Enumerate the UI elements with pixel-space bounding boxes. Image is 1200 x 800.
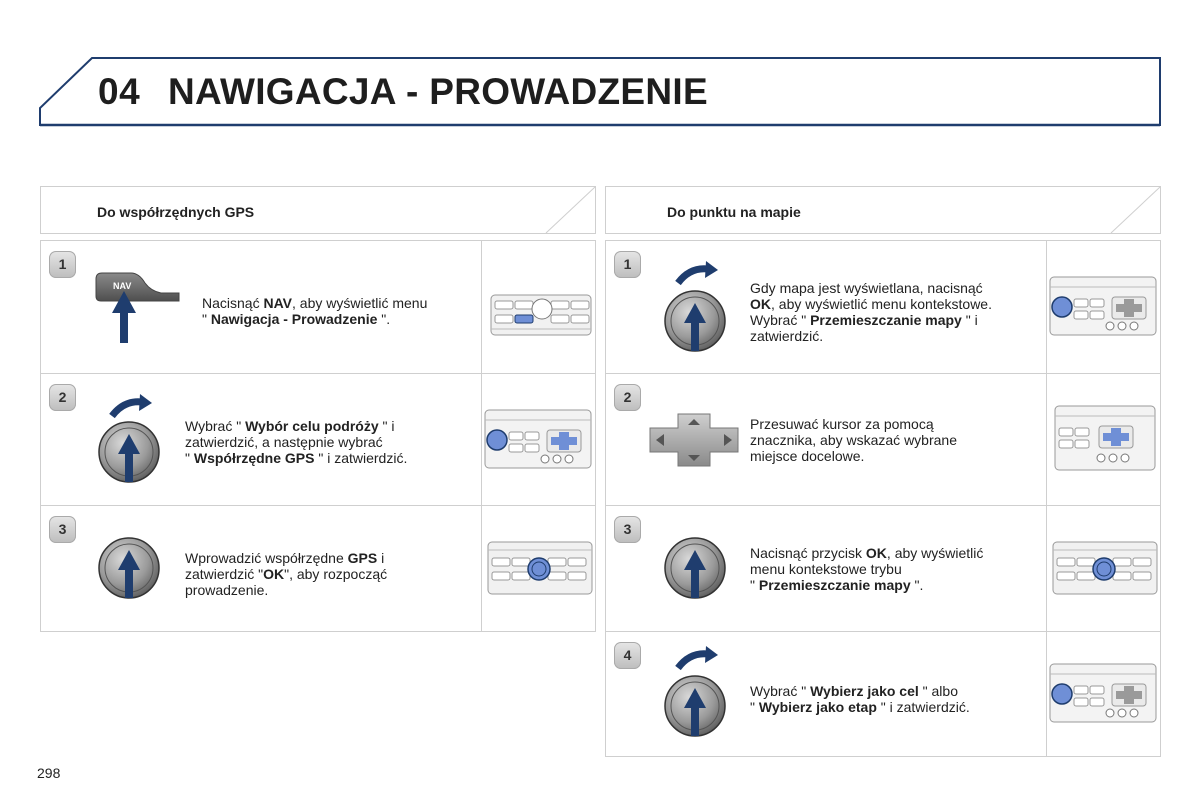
nav-button-icon	[93, 269, 183, 354]
step-row	[605, 505, 1161, 632]
radio-panel-illustration	[481, 241, 595, 373]
step-number-badge: 2	[614, 384, 641, 411]
knob-rotate-press-icon	[96, 394, 166, 495]
step-description: Nacisnąć NAV, aby wyświetlić menu " Nawigacja - Prowadzenie ".	[202, 295, 428, 327]
knob-rotate-press-icon	[662, 261, 732, 366]
step-row	[605, 631, 1161, 757]
step-number-badge: 4	[614, 642, 641, 669]
right-column-header	[605, 186, 1161, 234]
step-row	[605, 240, 1161, 374]
header-frame	[0, 0, 1200, 140]
step-description: Wprowadzić współrzędne GPS i zatwierdzić "OK", aby rozpocząć prowadzenie.	[185, 550, 388, 598]
knob-rotate-press-icon	[662, 646, 732, 751]
radio-panel-illustration	[1046, 241, 1160, 373]
step-description: Nacisnąć przycisk OK, aby wyświetlić menu kontekstowe trybu " Przemieszczanie mapy ".	[750, 545, 984, 593]
step-description: Gdy mapa jest wyświetlana, nacisnąć OK, aby wyświetlić menu kontekstowe. Wybrać " Przemieszczanie mapy " i zatwierdzić.	[750, 280, 992, 344]
header-corner-decoration	[1081, 186, 1161, 234]
radio-panel-illustration	[481, 374, 595, 505]
step-number-badge: 3	[49, 516, 76, 543]
knob-press-icon	[96, 530, 166, 615]
page-number: 298	[37, 765, 61, 781]
right-column-title: Do punktu na mapie	[667, 204, 801, 220]
directional-pad-icon	[648, 412, 740, 473]
step-number-badge: 2	[49, 384, 76, 411]
step-number-badge: 1	[614, 251, 641, 278]
chapter-number: 04	[98, 71, 141, 112]
left-column-title: Do współrzędnych GPS	[97, 204, 255, 220]
step-number-badge: 3	[614, 516, 641, 543]
left-column	[40, 186, 596, 598]
svg-text:NAV: NAV	[113, 281, 132, 291]
step-number-badge: 1	[49, 251, 76, 278]
chapter-header	[0, 0, 1200, 140]
header-corner-decoration	[516, 186, 596, 234]
step-description: Wybrać " Wybór celu podróży " i zatwierdzić, a następnie wybrać " Współrzędne GPS " i zatwierdzić.	[185, 418, 408, 466]
left-column-header	[40, 186, 596, 234]
step-row	[40, 373, 596, 506]
step-row	[605, 373, 1161, 506]
step-row	[40, 240, 596, 374]
step-description: Przesuwać kursor za pomocą znacznika, aby wskazać wybrane miejsce docelowe.	[750, 416, 957, 464]
knob-press-icon	[662, 530, 732, 615]
radio-panel-illustration	[1046, 506, 1160, 631]
right-column	[605, 186, 1161, 715]
radio-panel-illustration	[1046, 632, 1160, 756]
radio-panel-illustration	[481, 506, 595, 631]
chapter-title: NAWIGACJA - PROWADZENIE	[168, 71, 708, 112]
step-description: Wybrać " Wybierz jako cel " albo " Wybierz jako etap " i zatwierdzić.	[750, 683, 970, 715]
radio-panel-illustration	[1046, 374, 1160, 505]
step-row	[40, 505, 596, 632]
